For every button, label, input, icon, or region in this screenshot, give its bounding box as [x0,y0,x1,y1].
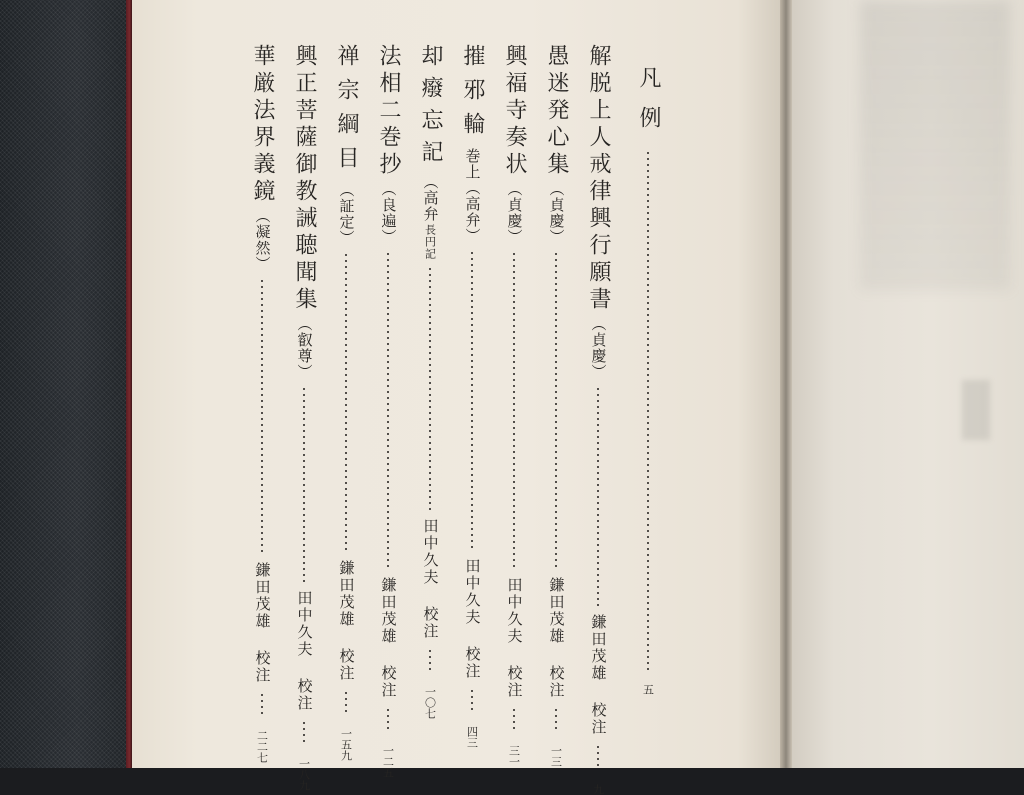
entry-page-number: 一二五 [381,745,395,778]
entry-author-note: （良遍） [379,181,398,245]
entry-page-number: 五 [641,684,655,695]
entry-page-number: 四三 [465,726,479,748]
entry-title: 却癈忘記 [418,44,443,172]
leader-dots-short [597,744,599,770]
entry-title: 愚迷発心集 [544,44,569,179]
entry-editor: 鎌田茂雄 校注 [337,560,356,682]
entry-editor: 鎌田茂雄 校注 [547,577,566,699]
leader-dots [647,150,649,670]
entry-author-note: （凝然） [253,208,272,272]
entry-title: 解脱上人戒律興行願書 [586,44,611,314]
entry-title: 凡例 [636,66,661,146]
leader-dots [555,251,557,569]
entry-page-number: 九 [591,784,605,795]
toc-entry [452,0,492,748]
contents-page [132,0,790,795]
entry-editor: 田中久夫 校注 [463,558,482,680]
leader-dots-short [555,707,557,733]
leader-dots [471,250,473,550]
toc-entry [368,0,408,778]
toc-entry [536,0,576,767]
entry-author-note: （貞慶） [589,316,608,380]
entry-note-group [423,172,438,222]
entry-title: 禅宗綱目 [334,44,359,180]
show-through-print-small [962,380,990,440]
leader-dots-short [513,707,515,733]
leader-dots-short [429,648,431,674]
leader-dots-short [471,688,473,714]
show-through-print [860,0,1010,290]
entry-author-subnote: 長円記 [423,224,437,260]
toc-entry [284,0,324,791]
leader-dots-short [303,720,305,746]
leader-dots [345,252,347,552]
entry-editor: 田中久夫 校注 [295,590,314,712]
entry-editor: 田中久夫 校注 [505,577,524,699]
entry-page-number: 二二七 [255,730,269,763]
entry-editor: 田中久夫 校注 [421,518,440,640]
entry-editor: 鎌田茂雄 校注 [379,577,398,699]
toc-entry [326,0,366,761]
entry-author-note: （証定） [337,182,356,246]
entry-editor: 鎌田茂雄 校注 [589,614,608,736]
leader-dots [261,278,263,554]
entry-page-number: 一〇七 [423,686,437,719]
entry-title: 興福寺奏状 [502,44,527,179]
leader-dots [303,386,305,582]
entry-page-number: 一八九 [297,758,311,791]
leader-dots [387,251,389,569]
leader-dots-short [261,692,263,718]
entry-page-number: 一三 [549,745,563,767]
entry-page-number: 三一 [507,745,521,767]
toc-entry [494,0,534,767]
entry-author-note: 巻上（高弁） [463,148,482,244]
entry-author-note: （貞慶） [547,181,566,245]
toc-entry [410,0,450,719]
entry-author-note: （貞慶） [505,181,524,245]
entry-title: 法相二巻抄 [376,44,401,179]
entry-page-number: 一五九 [339,728,353,761]
entry-title: 興正菩薩御教誡聴聞集 [292,44,317,314]
entry-author-note: （高弁 [421,174,440,222]
entry-title: 華厳法界義鏡 [250,44,275,206]
leader-dots-short [345,690,347,716]
toc-entry [628,0,668,695]
toc-entry [578,0,618,795]
leader-dots [597,386,599,606]
leader-dots-short [387,707,389,733]
entry-author-note: （叡尊） [295,316,314,380]
entry-title: 摧邪輪 [460,44,485,146]
book-binding [0,0,128,768]
leader-dots [513,251,515,569]
toc-entry [242,0,282,763]
page-gutter [780,0,792,768]
leader-dots [429,266,431,510]
entry-editor: 鎌田茂雄 校注 [253,562,272,684]
